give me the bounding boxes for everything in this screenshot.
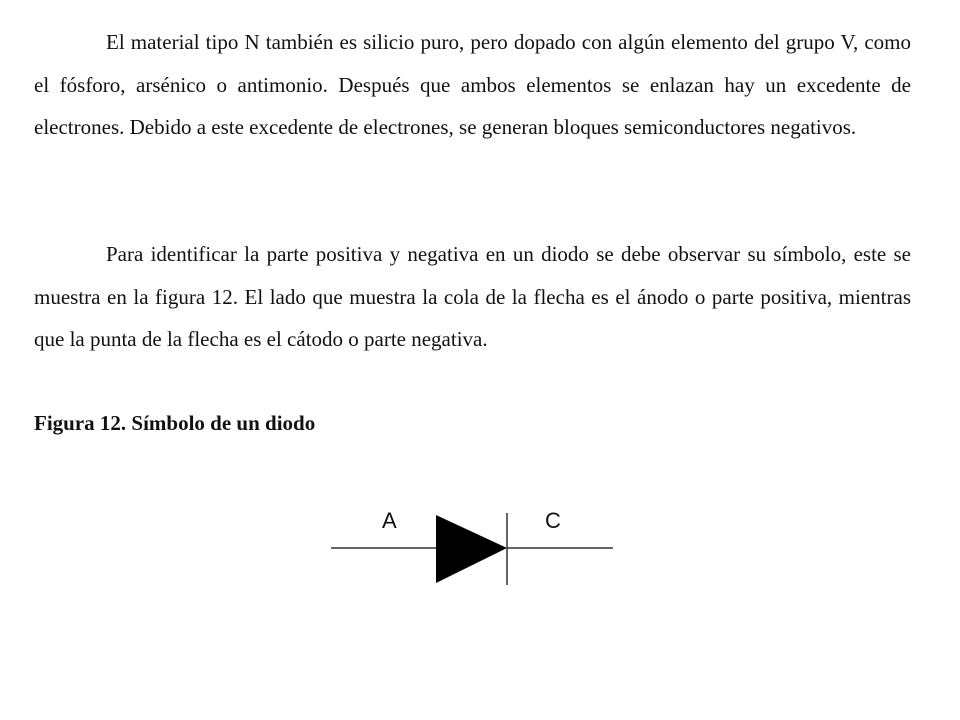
paragraph-n-type-material: El material tipo N también es silicio puro, pero dopado con algún elemento del grupo V, como el fósforo, arsénico o antimonio. Después que ambos elementos se enlazan hay un excedente de electrones. Debido a este excedente de electrones, se generan bloques semiconductores negativos. <box>34 30 911 139</box>
paragraph-diode-polarity: Para identificar la parte positiva y negativa en un diodo se debe observar su símbolo, este se muestra en la figura 12. El lado que muestra la cola de la flecha es el ánodo o parte positiva, mientras que la punta de la flecha es el cátodo o parte negativa. <box>34 242 911 351</box>
figure-caption: Figura 12. Símbolo de un diodo <box>34 411 316 435</box>
diode-symbol-figure <box>331 493 613 593</box>
anode-label: A <box>382 508 397 533</box>
cathode-label: C <box>545 508 561 533</box>
diode-symbol <box>331 493 613 593</box>
